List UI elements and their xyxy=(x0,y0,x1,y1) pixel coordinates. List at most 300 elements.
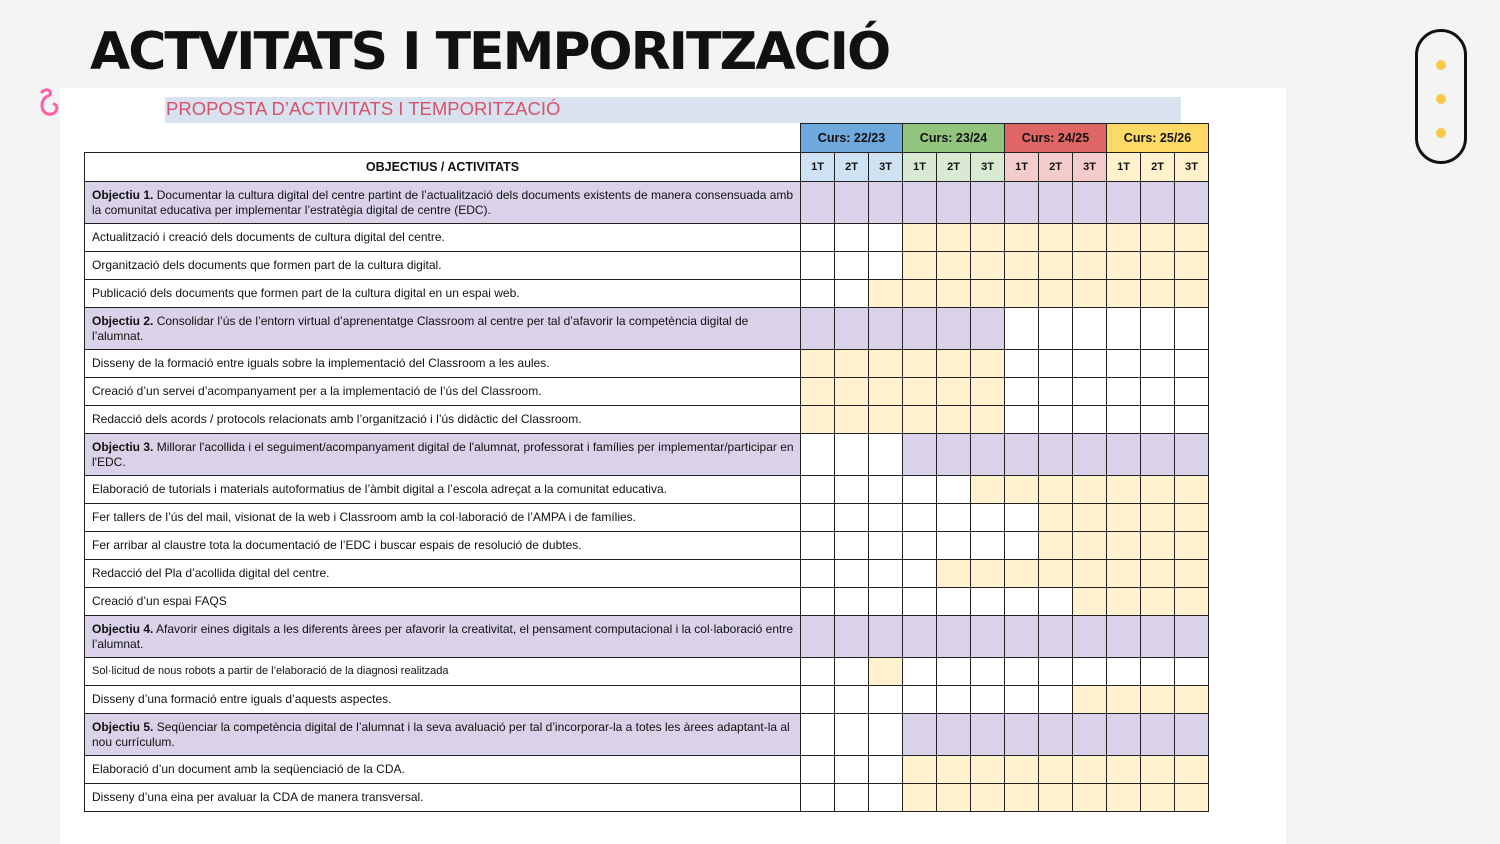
schedule-cell xyxy=(1039,182,1073,224)
schedule-cell xyxy=(1175,784,1209,812)
schedule-cell xyxy=(869,182,903,224)
schedule-cell xyxy=(1073,714,1107,756)
activity-row xyxy=(85,560,1209,588)
schedule-cell xyxy=(1175,658,1209,686)
schedule-cell xyxy=(1141,224,1175,252)
schedule-cell xyxy=(1005,588,1039,616)
schedule-cell xyxy=(971,350,1005,378)
term-header: 1T xyxy=(801,153,835,182)
activity-label: Fer tallers de l’ús del mail, visionat de la web i Classroom amb la col·laboració de l’AMPA i de famílies. xyxy=(85,504,801,532)
schedule-cell xyxy=(801,504,835,532)
schedule-cell xyxy=(937,280,971,308)
schedule-cell xyxy=(971,406,1005,434)
schedule-cell xyxy=(1005,686,1039,714)
schedule-cell xyxy=(1073,616,1107,658)
schedule-cell xyxy=(971,308,1005,350)
objective-row xyxy=(85,616,1209,658)
schedule-cell xyxy=(903,532,937,560)
schedule-cell xyxy=(1107,308,1141,350)
schedule-cell xyxy=(801,350,835,378)
schedule-cell xyxy=(1039,616,1073,658)
schedule-cell xyxy=(1073,280,1107,308)
dot-icon xyxy=(1436,94,1446,104)
schedule-cell xyxy=(1141,756,1175,784)
schedule-cell xyxy=(1005,476,1039,504)
schedule-cell xyxy=(1005,714,1039,756)
schedule-cell xyxy=(1039,378,1073,406)
term-header: 3T xyxy=(869,153,903,182)
activity-label: Disseny d’una formació entre iguals d’aquests aspectes. xyxy=(85,686,801,714)
objective-number: Objectiu 5. xyxy=(92,720,154,734)
schedule-cell xyxy=(1039,434,1073,476)
activity-label: Disseny d’una eina per avaluar la CDA de manera transversal. xyxy=(85,784,801,812)
objective-number: Objectiu 2. xyxy=(92,314,154,328)
schedule-cell xyxy=(835,476,869,504)
schedule-cell xyxy=(937,686,971,714)
schedule-cell xyxy=(1141,280,1175,308)
activities-schedule-table xyxy=(84,123,1209,812)
term-header: 2T xyxy=(1039,153,1073,182)
schedule-cell xyxy=(1141,182,1175,224)
schedule-cell xyxy=(869,406,903,434)
schedule-cell xyxy=(1107,252,1141,280)
course-header: Curs: 24/25 xyxy=(1005,124,1107,153)
schedule-cell xyxy=(801,588,835,616)
schedule-cell xyxy=(937,182,971,224)
course-header: Curs: 22/23 xyxy=(801,124,903,153)
schedule-cell xyxy=(937,476,971,504)
schedule-cell xyxy=(1039,588,1073,616)
schedule-cell xyxy=(801,252,835,280)
schedule-cell xyxy=(971,476,1005,504)
schedule-cell xyxy=(1141,560,1175,588)
schedule-cell xyxy=(903,756,937,784)
schedule-cell xyxy=(1039,224,1073,252)
activity-label: Fer arribar al claustre tota la documentació de l’EDC i buscar espais de resolució de dubtes. xyxy=(85,532,801,560)
schedule-cell xyxy=(903,182,937,224)
activity-label: Actualització i creació dels documents de cultura digital del centre. xyxy=(85,224,801,252)
document-title: PROPOSTA D’ACTIVITATS I TEMPORITZACIÓ xyxy=(165,97,1181,123)
schedule-cell xyxy=(835,784,869,812)
schedule-cell xyxy=(835,350,869,378)
schedule-cell xyxy=(1107,616,1141,658)
schedule-cell xyxy=(1073,350,1107,378)
schedule-cell xyxy=(903,350,937,378)
schedule-cell xyxy=(869,378,903,406)
activity-label: Creació d’un espai FAQS xyxy=(85,588,801,616)
schedule-cell xyxy=(1141,378,1175,406)
schedule-cell xyxy=(1039,560,1073,588)
schedule-cell xyxy=(1175,182,1209,224)
schedule-cell xyxy=(1073,532,1107,560)
schedule-cell xyxy=(971,658,1005,686)
schedule-cell xyxy=(1175,588,1209,616)
schedule-cell xyxy=(971,434,1005,476)
schedule-cell xyxy=(869,252,903,280)
schedule-cell xyxy=(903,616,937,658)
schedule-cell xyxy=(835,532,869,560)
schedule-cell xyxy=(835,686,869,714)
schedule-cell xyxy=(937,434,971,476)
schedule-cell xyxy=(937,616,971,658)
empty-corner xyxy=(85,124,801,153)
schedule-cell xyxy=(1039,504,1073,532)
activity-row xyxy=(85,784,1209,812)
schedule-cell xyxy=(1141,686,1175,714)
term-header: 2T xyxy=(937,153,971,182)
schedule-cell xyxy=(1005,616,1039,658)
schedule-cell xyxy=(1141,252,1175,280)
schedule-cell xyxy=(903,784,937,812)
schedule-cell xyxy=(801,756,835,784)
schedule-cell xyxy=(801,616,835,658)
schedule-cell xyxy=(801,714,835,756)
schedule-cell xyxy=(937,756,971,784)
objective-text: Millorar l'acollida i el seguiment/acompanyament digital de l'alumnat, professorat i famílies per implementar/participar en l'EDC. xyxy=(92,440,794,469)
schedule-cell xyxy=(1107,532,1141,560)
schedule-cell xyxy=(1107,658,1141,686)
objectives-column-header: OBJECTIUS / ACTIVITATS xyxy=(85,153,801,182)
term-header: 1T xyxy=(1107,153,1141,182)
term-header: 2T xyxy=(835,153,869,182)
schedule-cell xyxy=(1175,378,1209,406)
course-header-row xyxy=(85,124,1209,153)
schedule-cell xyxy=(1005,434,1039,476)
schedule-cell xyxy=(937,378,971,406)
term-header-row xyxy=(85,153,1209,182)
activity-label: Publicació dels documents que formen part de la cultura digital en un espai web. xyxy=(85,280,801,308)
schedule-cell xyxy=(869,756,903,784)
schedule-cell xyxy=(903,588,937,616)
schedule-cell xyxy=(1141,504,1175,532)
schedule-cell xyxy=(1141,350,1175,378)
schedule-cell xyxy=(869,714,903,756)
schedule-cell xyxy=(971,182,1005,224)
schedule-cell xyxy=(869,504,903,532)
schedule-cell xyxy=(1073,252,1107,280)
schedule-cell xyxy=(835,182,869,224)
schedule-cell xyxy=(801,658,835,686)
schedule-cell xyxy=(801,280,835,308)
schedule-cell xyxy=(1039,350,1073,378)
schedule-cell xyxy=(869,560,903,588)
schedule-cell xyxy=(1175,756,1209,784)
schedule-cell xyxy=(971,714,1005,756)
activity-row xyxy=(85,686,1209,714)
schedule-cell xyxy=(1005,350,1039,378)
schedule-cell xyxy=(869,280,903,308)
schedule-cell xyxy=(903,280,937,308)
schedule-cell xyxy=(1005,504,1039,532)
schedule-cell xyxy=(1141,714,1175,756)
schedule-cell xyxy=(971,378,1005,406)
schedule-cell xyxy=(1005,756,1039,784)
schedule-cell xyxy=(1107,560,1141,588)
schedule-cell xyxy=(1175,308,1209,350)
schedule-cell xyxy=(869,224,903,252)
schedule-cell xyxy=(1073,406,1107,434)
schedule-cell xyxy=(1039,756,1073,784)
schedule-cell xyxy=(801,378,835,406)
schedule-cell xyxy=(1005,378,1039,406)
term-header: 2T xyxy=(1141,153,1175,182)
schedule-cell xyxy=(1073,560,1107,588)
schedule-cell xyxy=(835,280,869,308)
objective-label xyxy=(85,616,801,658)
schedule-cell xyxy=(869,350,903,378)
schedule-cell xyxy=(1175,504,1209,532)
schedule-cell xyxy=(1107,224,1141,252)
schedule-cell xyxy=(1039,658,1073,686)
schedule-cell xyxy=(1175,616,1209,658)
schedule-cell xyxy=(869,686,903,714)
schedule-cell xyxy=(1141,616,1175,658)
activity-label: Elaboració d’un document amb la seqüenciació de la CDA. xyxy=(85,756,801,784)
schedule-cell xyxy=(971,756,1005,784)
schedule-cell xyxy=(1039,252,1073,280)
schedule-cell xyxy=(801,784,835,812)
activity-label: Organització dels documents que formen part de la cultura digital. xyxy=(85,252,801,280)
activity-row xyxy=(85,532,1209,560)
schedule-cell xyxy=(1039,714,1073,756)
schedule-cell xyxy=(801,476,835,504)
schedule-cell xyxy=(1107,378,1141,406)
schedule-cell xyxy=(1107,182,1141,224)
schedule-cell xyxy=(1175,252,1209,280)
schedule-cell xyxy=(869,308,903,350)
schedule-cell xyxy=(1005,560,1039,588)
schedule-cell xyxy=(903,406,937,434)
dot-icon xyxy=(1436,60,1446,70)
schedule-cell xyxy=(869,588,903,616)
schedule-cell xyxy=(1073,378,1107,406)
schedule-cell xyxy=(937,588,971,616)
activity-row xyxy=(85,252,1209,280)
schedule-cell xyxy=(1005,224,1039,252)
schedule-cell xyxy=(1073,756,1107,784)
schedule-cell xyxy=(903,560,937,588)
schedule-cell xyxy=(1141,784,1175,812)
schedule-cell xyxy=(1073,686,1107,714)
objective-text: Consolidar l’ús de l’entorn virtual d’aprenentatge Classroom al centre per tal d’afavorir la competència digital de l’alumnat. xyxy=(92,314,749,343)
schedule-cell xyxy=(1141,308,1175,350)
schedule-cell xyxy=(1005,182,1039,224)
schedule-cell xyxy=(903,252,937,280)
schedule-cell xyxy=(903,224,937,252)
schedule-cell xyxy=(1141,434,1175,476)
schedule-cell xyxy=(1107,784,1141,812)
schedule-cell xyxy=(971,616,1005,658)
activity-row xyxy=(85,350,1209,378)
activity-label: Redacció del Pla d’acollida digital del centre. xyxy=(85,560,801,588)
objective-row xyxy=(85,308,1209,350)
schedule-cell xyxy=(903,504,937,532)
schedule-cell xyxy=(1107,280,1141,308)
schedule-cell xyxy=(835,658,869,686)
objective-text: Afavorir eines digitals a les diferents àrees per afavorir la creativitat, el pensament computacional i la col·laboració entre l’alumnat. xyxy=(92,622,794,651)
schedule-cell xyxy=(869,476,903,504)
schedule-cell xyxy=(1107,588,1141,616)
schedule-cell xyxy=(869,616,903,658)
schedule-cell xyxy=(801,532,835,560)
schedule-cell xyxy=(903,308,937,350)
schedule-cell xyxy=(937,532,971,560)
schedule-cell xyxy=(1141,658,1175,686)
slide-title: ACTVITATS I TEMPORITZACIÓ xyxy=(90,22,890,82)
schedule-cell xyxy=(835,560,869,588)
schedule-cell xyxy=(903,714,937,756)
schedule-cell xyxy=(1073,224,1107,252)
objective-row xyxy=(85,714,1209,756)
schedule-cell xyxy=(1039,280,1073,308)
schedule-cell xyxy=(869,658,903,686)
schedule-cell xyxy=(1073,658,1107,686)
schedule-cell xyxy=(835,252,869,280)
schedule-cell xyxy=(903,434,937,476)
objective-row xyxy=(85,434,1209,476)
schedule-cell xyxy=(903,658,937,686)
schedule-cell xyxy=(801,560,835,588)
schedule-cell xyxy=(1005,784,1039,812)
schedule-cell xyxy=(835,588,869,616)
schedule-cell xyxy=(937,714,971,756)
activity-row xyxy=(85,378,1209,406)
schedule-cell xyxy=(937,308,971,350)
schedule-cell xyxy=(1073,784,1107,812)
schedule-cell xyxy=(1039,532,1073,560)
schedule-cell xyxy=(1039,784,1073,812)
schedule-cell xyxy=(1141,532,1175,560)
schedule-cell xyxy=(1073,588,1107,616)
menu-dots-decoration xyxy=(1415,29,1467,164)
schedule-cell xyxy=(835,504,869,532)
schedule-cell xyxy=(1073,504,1107,532)
dot-icon xyxy=(1436,128,1446,138)
schedule-cell xyxy=(903,378,937,406)
schedule-cell xyxy=(1175,350,1209,378)
activity-row xyxy=(85,406,1209,434)
schedule-cell xyxy=(1107,476,1141,504)
objective-row xyxy=(85,182,1209,224)
course-header: Curs: 25/26 xyxy=(1107,124,1209,153)
schedule-cell xyxy=(801,686,835,714)
schedule-cell xyxy=(971,504,1005,532)
objective-text: Seqüenciar la competència digital de l’alumnat i la seva avaluació per tal d’incorporar-la a totes les àrees adaptant-la al nou currículum. xyxy=(92,720,790,749)
schedule-cell xyxy=(869,434,903,476)
schedule-cell xyxy=(1005,532,1039,560)
schedule-cell xyxy=(801,406,835,434)
schedule-cell xyxy=(903,476,937,504)
schedule-cell xyxy=(1175,714,1209,756)
schedule-cell xyxy=(971,588,1005,616)
schedule-cell xyxy=(937,504,971,532)
schedule-cell xyxy=(1073,476,1107,504)
term-header: 3T xyxy=(1175,153,1209,182)
schedule-cell xyxy=(1107,504,1141,532)
schedule-cell xyxy=(937,224,971,252)
schedule-cell xyxy=(971,560,1005,588)
term-header: 3T xyxy=(1073,153,1107,182)
schedule-cell xyxy=(1107,686,1141,714)
schedule-cell xyxy=(937,560,971,588)
schedule-cell xyxy=(835,406,869,434)
schedule-cell xyxy=(1073,308,1107,350)
schedule-cell xyxy=(801,182,835,224)
schedule-cell xyxy=(1039,476,1073,504)
schedule-cell xyxy=(1175,476,1209,504)
schedule-cell xyxy=(937,784,971,812)
schedule-cell xyxy=(1107,406,1141,434)
term-header: 3T xyxy=(971,153,1005,182)
schedule-cell xyxy=(1175,434,1209,476)
schedule-cell xyxy=(1141,588,1175,616)
schedule-cell xyxy=(937,406,971,434)
schedule-cell xyxy=(1039,308,1073,350)
schedule-cell xyxy=(835,378,869,406)
schedule-cell xyxy=(835,616,869,658)
objective-number: Objectiu 3. xyxy=(92,440,154,454)
schedule-cell xyxy=(1141,476,1175,504)
activity-row xyxy=(85,280,1209,308)
schedule-cell xyxy=(1175,280,1209,308)
activity-label: Disseny de la formació entre iguals sobre la implementació del Classroom a les aules. xyxy=(85,350,801,378)
schedule-cell xyxy=(1005,406,1039,434)
schedule-cell xyxy=(1039,686,1073,714)
activity-row xyxy=(85,224,1209,252)
objective-number: Objectiu 1. xyxy=(92,188,154,202)
term-header: 1T xyxy=(903,153,937,182)
schedule-cell xyxy=(903,686,937,714)
schedule-cell xyxy=(971,784,1005,812)
schedule-cell xyxy=(971,532,1005,560)
schedule-cell xyxy=(1005,280,1039,308)
activity-label: Redacció dels acords / protocols relacionats amb l’organització i l’ús didàctic del Classroom. xyxy=(85,406,801,434)
schedule-cell xyxy=(1073,182,1107,224)
schedule-cell xyxy=(1073,434,1107,476)
schedule-cell xyxy=(1175,532,1209,560)
schedule-cell xyxy=(1005,252,1039,280)
schedule-cell xyxy=(835,714,869,756)
course-header: Curs: 23/24 xyxy=(903,124,1005,153)
schedule-cell xyxy=(801,434,835,476)
schedule-cell xyxy=(1039,406,1073,434)
schedule-cell xyxy=(835,756,869,784)
activity-label: Creació d’un servei d’acompanyament per a la implementació de l’ús del Classroom. xyxy=(85,378,801,406)
schedule-cell xyxy=(1175,406,1209,434)
activity-row xyxy=(85,588,1209,616)
schedule-cell xyxy=(801,224,835,252)
activity-row xyxy=(85,504,1209,532)
schedule-cell xyxy=(971,280,1005,308)
schedule-cell xyxy=(971,224,1005,252)
objective-label xyxy=(85,714,801,756)
schedule-cell xyxy=(971,686,1005,714)
activity-row xyxy=(85,756,1209,784)
schedule-cell xyxy=(1107,434,1141,476)
schedule-cell xyxy=(869,532,903,560)
schedule-cell xyxy=(835,434,869,476)
objective-label xyxy=(85,182,801,224)
objective-text: Documentar la cultura digital del centre partint de l’actualització dels documents existents de manera consensuada amb la comunitat educativa per implementar l’estratègia digital de centre (EDC). xyxy=(92,188,794,217)
schedule-cell xyxy=(1175,224,1209,252)
schedule-cell xyxy=(1107,350,1141,378)
schedule-cell xyxy=(801,308,835,350)
activity-label: Elaboració de tutorials i materials autoformatius de l’àmbit digital a l’escola adreçat a la comunitat educativa. xyxy=(85,476,801,504)
schedule-cell xyxy=(937,252,971,280)
objective-label xyxy=(85,434,801,476)
schedule-cell xyxy=(1175,686,1209,714)
schedule-cell xyxy=(971,252,1005,280)
